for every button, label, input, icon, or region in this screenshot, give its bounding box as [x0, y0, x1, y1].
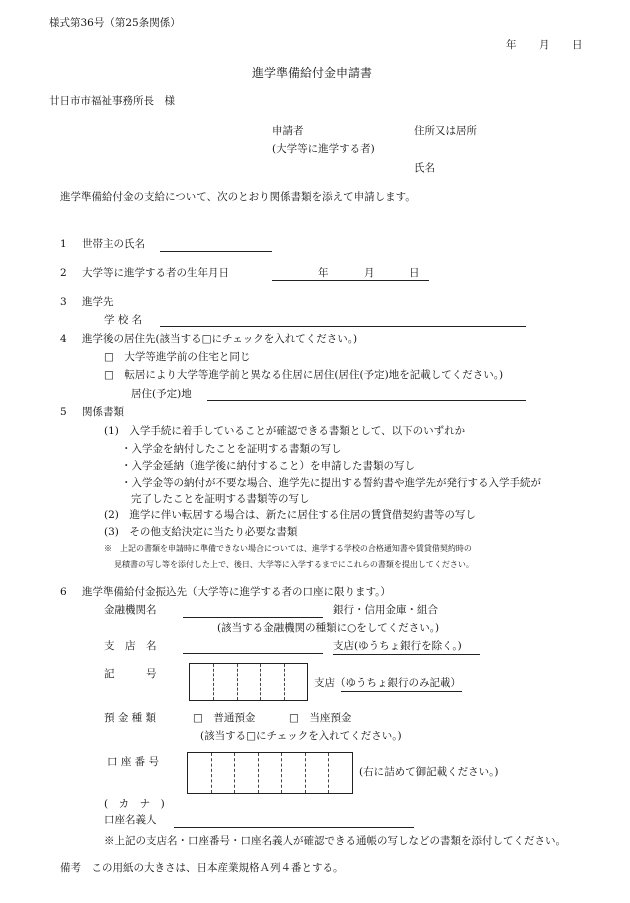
school-name-field[interactable] [160, 326, 526, 327]
name-label: 氏名 [414, 162, 435, 174]
birth-year: 年 [318, 267, 329, 279]
symbol-box-divider [213, 664, 214, 700]
address-label: 住所又は居所 [414, 125, 477, 137]
kana-label: ( カ ナ ) [104, 798, 165, 810]
account-box-divider [305, 753, 306, 793]
docs-note-1: ※ 上記の書類を申請時に準備できない場合については、進学する学校の合格通知書や賃貸借契約時の [104, 544, 472, 553]
docs-1c: ・入学金等の納付が不要な場合、進学先に提出する誓約書や進学先が発行する入学手続が [121, 477, 541, 489]
symbol-boxes[interactable] [189, 663, 308, 701]
school-label: 学 校 名 [104, 314, 143, 326]
account-box-divider [234, 753, 235, 793]
account-label: 口 座 番 号 [107, 756, 160, 768]
account-box-divider [211, 753, 212, 793]
item-1-number: 1 [60, 238, 67, 250]
item-3-label: 進学先 [82, 296, 114, 308]
docs-2: (2) 進学に伴い転居する場合は、新たに居住する住居の賃貸借契約書等の写し [104, 509, 476, 521]
applicant-sub: (大学等に進学する者) [272, 143, 375, 155]
date-year: 年 [506, 39, 517, 51]
symbol-label: 記 号 [104, 668, 157, 680]
docs-note-2: 見積書の写し等を添付した上で、後日、大学等に入学するまでにこれらの書類を提出してください。 [114, 560, 474, 569]
symbol-suffix-underline [341, 691, 462, 692]
item-5-number: 5 [60, 406, 67, 418]
account-holder-field[interactable] [174, 827, 414, 828]
deposit-note: (該当する□にチェックを入れてください。) [200, 730, 402, 742]
birthdate-field[interactable] [272, 280, 429, 281]
account-note: (右に詰めて御記載ください。) [359, 766, 499, 778]
remarks: 備考 この用紙の大きさは、日本産業規格Ａ列４番とする。 [60, 862, 344, 874]
birth-day: 日 [409, 267, 420, 279]
residence-option-same[interactable]: □ 大学等進学前の住宅と同じ [104, 351, 251, 363]
form-number: 様式第36号（第25条関係） [49, 17, 181, 29]
docs-1: (1) 入学手続に着手していることが確認できる書類として、以下のいずれか [104, 425, 466, 437]
branch-label: 支 店 名 [104, 640, 157, 652]
deposit-option-ordinary[interactable]: □ 普通預金 [193, 712, 256, 724]
item-6-label: 進学準備給付金振込先（大学等に進学する者の口座に限ります。） [82, 586, 391, 598]
applicant-label: 申請者 [272, 125, 304, 137]
planned-residence-field[interactable] [207, 400, 526, 401]
household-head-name-field[interactable] [160, 251, 272, 252]
docs-3: (3) その他支給決定に当たり必要な書類 [104, 526, 298, 538]
deposit-label: 預 金 種 類 [104, 712, 157, 724]
holder-label: 口座名義人 [104, 814, 157, 826]
docs-1b: ・入学金延納（進学後に納付すること）を申請した書類の写し [121, 460, 415, 472]
bank-name-field[interactable] [183, 617, 323, 618]
item-4-label: 進学後の居住先(該当する□にチェックを入れてください。) [82, 333, 358, 345]
item-6-number: 6 [60, 586, 67, 598]
item-2-number: 2 [60, 267, 67, 279]
docs-1a: ・入学金を納付したことを証明する書類の写し [121, 443, 342, 455]
birth-month: 月 [364, 267, 375, 279]
symbol-box-divider [284, 664, 285, 700]
item-5-label: 関係書類 [82, 406, 124, 418]
branch-name-field[interactable] [183, 653, 323, 654]
item-4-number: 4 [60, 333, 67, 345]
page-title: 進学準備給付金申請書 [252, 66, 373, 80]
account-number-boxes[interactable] [187, 752, 353, 794]
item-1-label: 世帯主の氏名 [82, 238, 145, 250]
item-3-number: 3 [60, 296, 67, 308]
deposit-option-current[interactable]: □ 当座預金 [289, 712, 352, 724]
branch-suffix-underline [333, 654, 480, 655]
residence-option-move[interactable]: □ 転居により大学等進学前と異なる住居に居住(居住(予定)地を記載してください。) [104, 369, 504, 381]
symbol-suffix: 支店（ゆうちょ銀行のみ記載） [314, 677, 461, 689]
account-box-divider [281, 753, 282, 793]
symbol-box-divider [237, 664, 238, 700]
branch-suffix: 支店(ゆうちょ銀行を除く。) [333, 640, 462, 652]
date-month: 月 [539, 39, 550, 51]
addressee: 廿日市市福祉事務所長 様 [49, 95, 175, 107]
symbol-box-divider [260, 664, 261, 700]
account-box-divider [258, 753, 259, 793]
bank-types: 銀行・信用金庫・組合 [333, 604, 438, 616]
intro-text: 進学準備給付金の支給について、次のとおり関係書類を添えて申請します。 [60, 191, 416, 203]
docs-1c-cont: 完了したことを証明する書類等の写し [131, 493, 310, 505]
date-day: 日 [572, 39, 583, 51]
account-box-divider [328, 753, 329, 793]
bank-footnote: ※上記の支店名・口座番号・口座名義人が確認できる通帳の写しなどの書類を添付してください。 [104, 835, 566, 847]
planned-residence-label: 居住(予定)地 [131, 388, 192, 400]
item-2-label: 大学等に進学する者の生年月日 [82, 267, 229, 279]
bank-label: 金融機関名 [104, 604, 157, 616]
bank-type-note: (該当する金融機関の種類に○をしてください。) [217, 622, 440, 634]
